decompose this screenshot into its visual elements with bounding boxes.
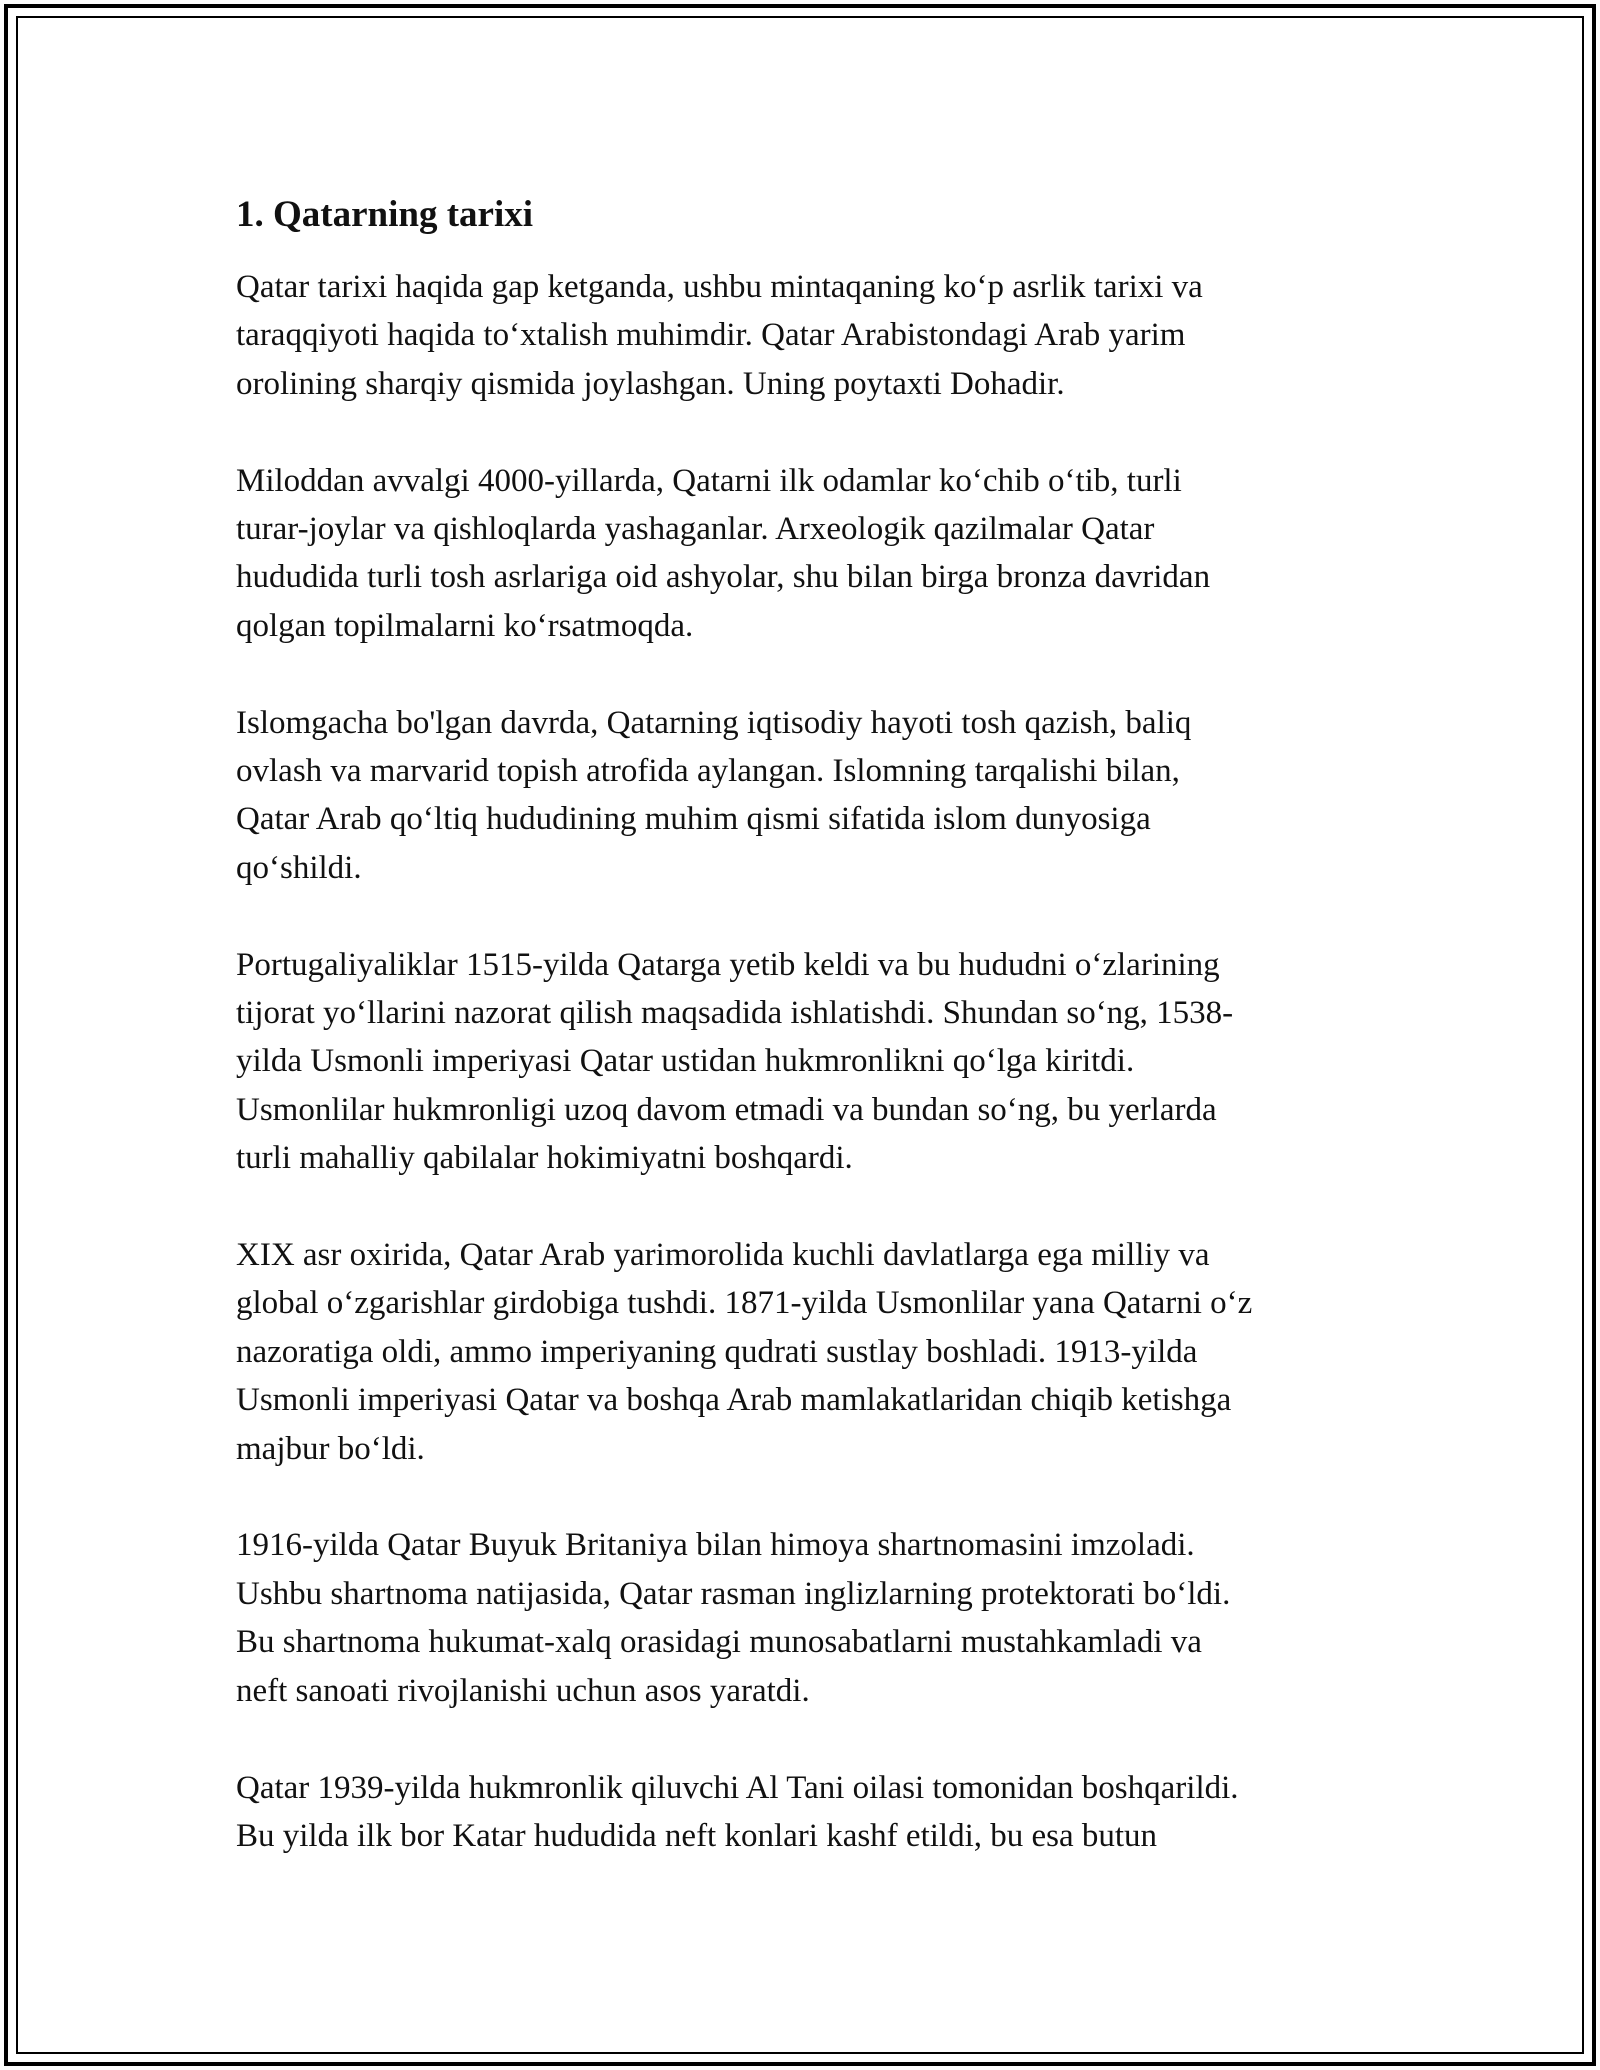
paragraph-british-treaty: 1916-yilda Qatar Buyuk Britaniya bilan himoya shartnomasini imzoladi. Ushbu shartnoma natijasida, Qatar rasman inglizlarning protektorati boʻldi. Bu shartnoma hukumat-xalq orasidagi munosabatlarni mustahkamladi va neft sanoati rivojlanishi uchun asos yaratdi.	[236, 1527, 1231, 1709]
section-heading: 1. Qatarning tarixi	[236, 194, 534, 235]
paragraph-ancient-settlement: Miloddan avvalgi 4000-yillarda, Qatarni ilk odamlar koʻchib oʻtib, turli turar-joylar va qishloqlarda yashaganlar. Arxeologik qazilmalar Qatar hududida turli tosh asrlariga oid ashyolar, shu bilan birga bronza davridan qolgan topilmalarni koʻrsatmoqda.	[236, 462, 1211, 644]
paragraph-al-thani-oil: Qatar 1939-yilda hukmronlik qiluvchi Al Tani oilasi tomonidan boshqarildi. Bu yilda ilk bor Katar hududida neft konlari kashf etildi, bu esa butun	[236, 1769, 1239, 1854]
paragraph-portuguese-ottoman: Portugaliyaliklar 1515-yilda Qatarga yetib keldi va bu hududni oʻzlarining tijorat yoʻllarini nazorat qilish maqsadida ishlatishdi. Shundan soʻng, 1538- yilda Usmonli imperiyasi Qatar ustidan hukmronlikni qoʻlga kiritdi. Usmonlilar hukmronligi uzoq davom etmadi va bundan soʻng, bu yerlarda turli mahalliy qabilalar hokimiyatni boshqardi.	[236, 946, 1234, 1177]
paragraph-pre-islamic: Islomgacha bo'lgan davrda, Qatarning iqtisodiy hayoti tosh qazish, baliq ovlash va marvarid topish atrofida aylangan. Islomning tarqalishi bilan, Qatar Arab qoʻltiq hududining muhim qismi sifatida islom dunyosiga qoʻshildi.	[236, 704, 1192, 886]
paragraph-nineteenth-century: XIX asr oxirida, Qatar Arab yarimorolida kuchli davlatlarga ega milliy va global oʻzgarishlar girdobiga tushdi. 1871-yilda Usmonlilar yana Qatarni oʻz nazoratiga oldi, ammo imperiyaning qudrati sustlay boshladi. 1913-yilda Usmonli imperiyasi Qatar va boshqa Arab mamlakatlaridan chiqib ketishga majbur boʻldi.	[236, 1237, 1253, 1467]
document-body	[236, 185, 1386, 1909]
paragraph-intro: Qatar tarixi haqida gap ketganda, ushbu mintaqaning koʻp asrlik tarixi va taraqqiyoti haqida toʻxtalish muhimdir. Qatar Arabistondagi Arab yarim orolining sharqiy qismida joylashgan. Uning poytaxti Dohadir.	[236, 269, 1203, 402]
